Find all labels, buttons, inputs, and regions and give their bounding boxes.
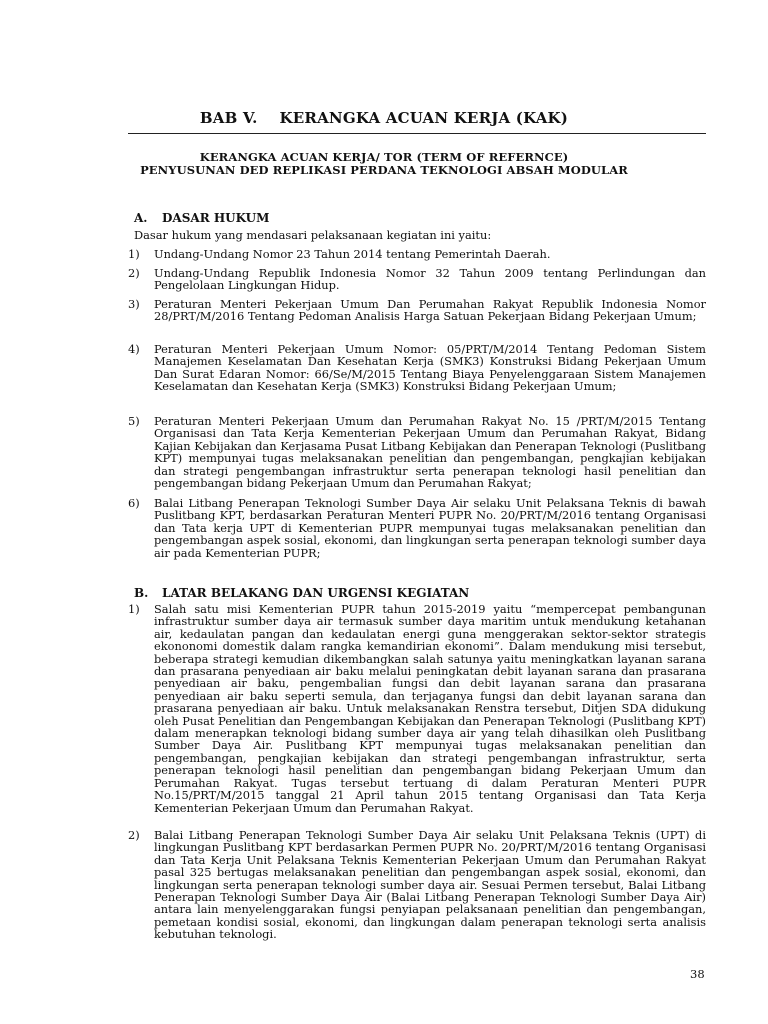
item-text: Peraturan Menteri Pekerjaan Umum Dan Perumahan Rakyat Republik Indonesia Nomor 28/PRT/M/2016 Tentang Pedoman Analisis Harga Satuan Pekerjaan Bidang Pekerjaan Umum; — [154, 297, 706, 324]
item-text: Balai Litbang Penerapan Teknologi Sumber Daya Air selaku Unit Pelaksana Teknis di bawah Puslitbang KPT, berdasarkan Peraturan Menteri PUPR No. 20/PRT/M/2016 tentang Organisasi dan Tata kerja UPT di Kementerian PUPR mempunyai tugas melaksanakan penelitian dan pengembangan aspek sosial, ekonomi, dan lingkungan serta penerapan teknologi sumber daya air pada Kementerian PUPR; — [154, 496, 706, 560]
section-b-heading — [134, 586, 469, 600]
subtitle-line-1: KERANGKA ACUAN KERJA/ TOR (TERM OF REFERNCE) — [199, 150, 569, 164]
chapter-number: BAB V. — [199, 109, 258, 127]
section-a-letter: A. — [134, 211, 148, 225]
section-a-heading — [134, 211, 269, 225]
item-number: 1) — [128, 247, 140, 261]
item-number: 3) — [128, 297, 140, 311]
page-number: 38 — [690, 967, 705, 981]
subtitle-line-2: PENYUSUNAN DED REPLIKASI PERDANA TEKNOLOGI ABSAH MODULAR — [140, 163, 628, 177]
item-number: 6) — [128, 496, 140, 510]
item-number: 1) — [128, 602, 140, 616]
item-text: Undang-Undang Republik Indonesia Nomor 32 Tahun 2009 tentang Perlindungan dan Pengelolaan Lingkungan Hidup. — [154, 266, 706, 293]
item-text: Undang-Undang Nomor 23 Tahun 2014 tentang Pemerintah Daerah. — [154, 247, 551, 261]
item-number: 5) — [128, 414, 140, 428]
chapter-title: KERANGKA ACUAN KERJA (KAK) — [279, 109, 569, 127]
item-text: Peraturan Menteri Pekerjaan Umum dan Perumahan Rakyat No. 15 /PRT/M/2015 Tentang Organisasi dan Tata Kerja Kementerian Pekerjaan Umum dan Perumahan Rakyat, Bidang Kajian Kebijakan dan Kerjasama Pusat Litbang Kebijakan dan Penerapan Teknologi (Puslitbang KPT) mempunyai tugas melaksanakan penelitian dan pengembangan, pengkajian kebijakan dan strategi pengembangan infrastruktur serta penerapan teknologi hasil penelitian dan pengembangan bidang Pekerjaan Umum dan Perumahan Rakyat; — [154, 414, 706, 491]
item-number: 2) — [128, 828, 140, 842]
chapter-heading — [0, 109, 768, 127]
section-a-title: DASAR HUKUM — [162, 211, 270, 225]
item-text: Salah satu misi Kementerian PUPR tahun 2015-2019 yaitu “mempercepat pembangunan infrastruktur sumber daya air termasuk sumber daya maritim untuk mendukung ketahanan air, kedaulatan pangan dan kedaulatan energi guna menggerakan sektor-sektor strategis ekononomi domestik dalam rangka kemandirian ekonomi”. Dalam mendukung misi tersebut, beberapa strategi kemudian dikembangkan salah satunya yaitu meningkatkan layanan sarana dan prasarana penyediaan air baku melalui peningkatan debit layanan sarana dan prasarana penyediaan air baku, pengembalian fungsi dan debit layanan sarana dan prasarana penyediaan air baku seperti semula, dan terjaganya fungsi dan debit layanan sarana dan prasarana penyediaan air baku. Untuk melaksanakan Renstra tersebut, Ditjen SDA didukung oleh Pusat Penelitian dan Pengembangan Kebijakan dan Penerapan Teknologi (Puslitbang KPT) dalam menerapkan teknologi bidang sumber daya air yang telah dihasilkan oleh Puslitbang Sumber Daya Air. Puslitbang KPT mempunyai tugas melaksanakan penelitian dan pengembangan, pengkajian kebijakan dan strategi pengembangan infrastruktur, serta penerapan teknologi hasil penelitian dan pengembangan bidang Pekerjaan Umum dan Perumahan Rakyat. Tugas tersebut tertuang di dalam Peraturan Menteri PUPR No.15/PRT/M/2015 tanggal 21 April tahun 2015 tentang Organisasi dan Tata Kerja Kementerian Pekerjaan Umum dan Perumahan Rakyat. — [154, 602, 706, 815]
item-number: 2) — [128, 266, 140, 280]
item-number: 4) — [128, 342, 140, 356]
section-b-letter: B. — [134, 586, 149, 600]
heading-divider — [128, 133, 706, 134]
section-a-intro: Dasar hukum yang mendasari pelaksanaan kegiatan ini yaitu: — [134, 228, 492, 242]
item-text: Balai Litbang Penerapan Teknologi Sumber Daya Air selaku Unit Pelaksana Teknis (UPT) di lingkungan Puslitbang KPT berdasarkan Permen PUPR No. 20/PRT/M/2016 tentang Organisasi dan Tata Kerja Unit Pelaksana Teknis Kementerian Pekerjaan Umum dan Perumahan Rakyat pasal 325 bertugas melaksanakan penelitian dan pengembangan aspek sosial, ekonomi, dan lingkungan serta penerapan teknologi sumber daya air. Sesuai Permen tersebut, Balai Litbang Penerapan Teknologi Sumber Daya Air (Balai Litbang Penerapan Teknologi Sumber Daya Air) antara lain menyelenggarakan fungsi penyiapan pelaksanaan penelitian dan pengembangan, pemetaan kondisi sosial, ekonomi, dan lingkungan dalam penerapan teknologi serta analisis kebutuhan teknologi. — [154, 828, 706, 942]
item-text: Peraturan Menteri Pekerjaan Umum Nomor: 05/PRT/M/2014 Tentang Pedoman Sistem Manajemen Keselamatan Dan Kesehatan Kerja (SMK3) Konstruksi Bidang Pekerjaan Umum Dan Surat Edaran Nomor: 66/Se/M/2015 Tentang Biaya Penyelenggaraan Sistem Manajemen Keselamatan dan Kesehatan Kerja (SMK3) Konstruksi Bidang Pekerjaan Umum; — [154, 342, 706, 394]
section-b-title: LATAR BELAKANG DAN URGENSI KEGIATAN — [162, 586, 470, 600]
